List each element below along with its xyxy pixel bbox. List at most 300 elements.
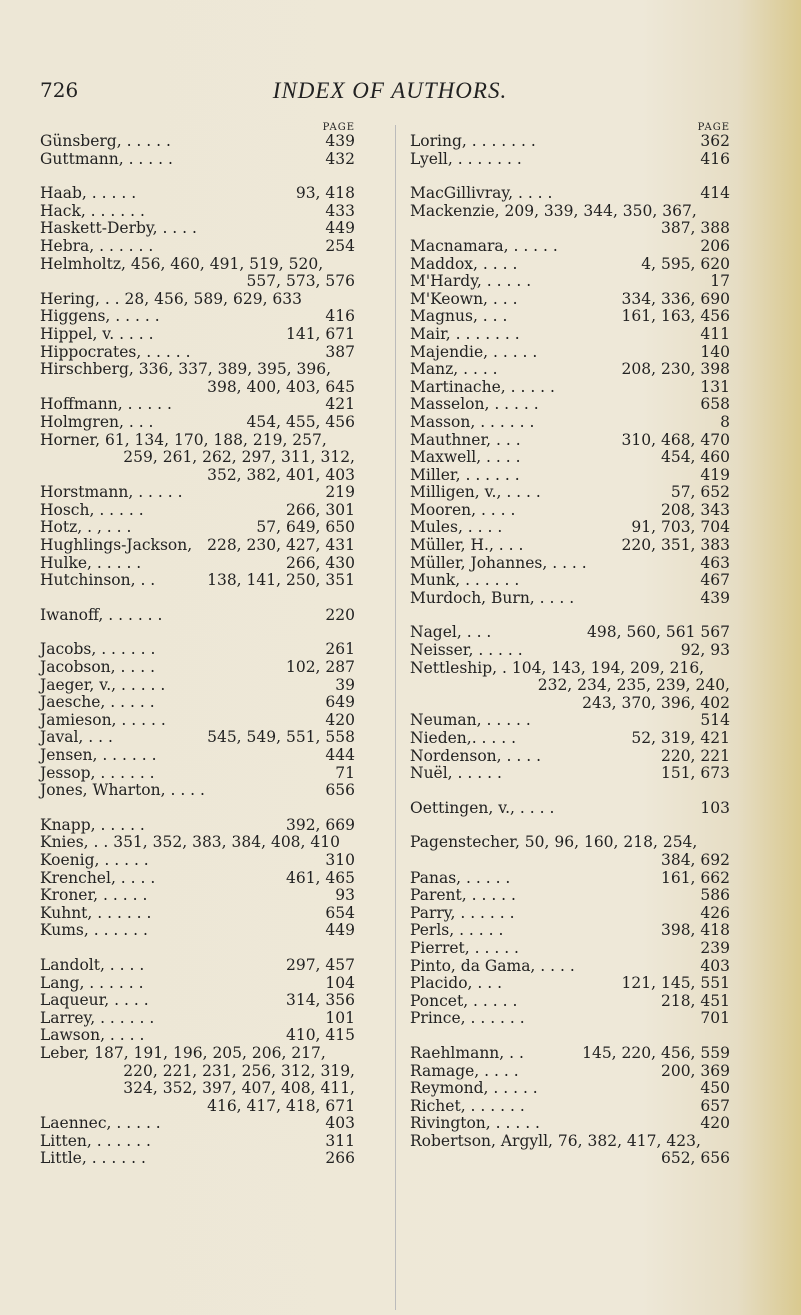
page-references: 208, 230, 398	[621, 360, 730, 379]
author-name: Landolt, . . . .	[40, 955, 145, 974]
index-column-left	[40, 122, 355, 1168]
author-name: Jaesche, . . . . .	[40, 693, 155, 712]
index-entry	[410, 1010, 730, 1028]
page-references: 657	[700, 1096, 730, 1115]
author-name: Oettingen, v., . . . .	[410, 798, 555, 817]
index-entry	[410, 361, 730, 379]
author-name: Horstmann, . . . . .	[40, 483, 183, 502]
index-entry	[40, 203, 355, 221]
author-name: Miller, . . . . . .	[410, 465, 520, 484]
page-references: 103	[700, 798, 730, 817]
index-entry	[410, 502, 730, 520]
index-entry	[410, 185, 730, 203]
group-spacer	[410, 1028, 730, 1045]
page-references: 310	[325, 850, 355, 869]
index-entry	[40, 607, 355, 625]
group-spacer	[40, 800, 355, 817]
author-name: Kuhnt, . . . . . .	[40, 903, 152, 922]
author-name: Günsberg, . . . . .	[40, 132, 171, 150]
index-entry	[40, 834, 355, 852]
page-references: 652, 656	[660, 1149, 730, 1168]
author-name: Munk, . . . . . .	[410, 571, 520, 590]
column-page-label: PAGE	[322, 122, 355, 133]
index-entry	[40, 659, 355, 677]
page-references: 439	[325, 132, 355, 150]
index-entry	[410, 922, 730, 940]
index-entry	[40, 1115, 355, 1133]
index-entry	[40, 396, 355, 414]
page-references: 161, 662	[660, 868, 730, 887]
page-references: 297, 457	[285, 955, 355, 974]
author-name: Mackenzie, 209, 339, 344, 350, 367,	[410, 201, 697, 220]
page-references: 57, 652	[670, 483, 730, 502]
index-entry	[410, 484, 730, 502]
author-name: Hutchinson, . .	[40, 571, 156, 590]
author-name: Prince, . . . . . .	[410, 1009, 525, 1028]
index-entry	[40, 291, 355, 309]
page-references: 420	[325, 710, 355, 729]
index-entry	[410, 414, 730, 432]
index-entry	[410, 256, 730, 274]
page-references: 266	[325, 1149, 355, 1168]
index-entry	[40, 555, 355, 573]
index-entry	[410, 203, 730, 238]
page-references: 17	[710, 272, 730, 291]
author-name: Hebra, . . . . . .	[40, 236, 154, 255]
index-entry	[410, 590, 730, 608]
page-references: 104	[325, 973, 355, 992]
author-name: M'Hardy, . . . . .	[410, 272, 532, 291]
page-references: 71	[335, 763, 355, 782]
index-entry	[410, 870, 730, 888]
author-name: M'Keown, . . .	[410, 289, 518, 308]
page-references: 140	[700, 342, 730, 361]
page-references: 93, 418	[295, 184, 355, 203]
page-references: 449	[325, 921, 355, 940]
author-name: Reymond, . . . . .	[410, 1079, 538, 1098]
author-name: Jacobson, . . . .	[40, 658, 156, 677]
page-references: 658	[700, 395, 730, 414]
page-references: 387	[325, 342, 355, 361]
author-name: Litten, . . . . . .	[40, 1131, 151, 1150]
page-references: 433	[325, 201, 355, 220]
page-references: 310, 468, 470	[621, 430, 730, 449]
page-references: 414	[700, 184, 730, 203]
page-references: 649	[325, 693, 355, 712]
author-name: Müller, Johannes, . . . .	[410, 553, 587, 572]
author-name: Haab, . . . . .	[40, 184, 137, 203]
author-name: Jones, Wharton, . . . .	[40, 781, 205, 800]
page-references: 121, 145, 551	[621, 974, 730, 993]
author-name: Masson, . . . . . .	[410, 412, 535, 431]
author-name: Ramage, . . . .	[410, 1061, 519, 1080]
author-name: Magnus, . . .	[410, 307, 508, 326]
index-entry	[410, 379, 730, 397]
index-entry	[40, 537, 355, 555]
author-name: Poncet, . . . . .	[410, 991, 518, 1010]
author-name: Hering, . . 28, 456, 589, 629, 633	[40, 289, 303, 308]
page-references: 220	[325, 605, 355, 624]
index-entry	[410, 712, 730, 730]
page-header	[40, 78, 740, 108]
page-references: 266, 430	[285, 553, 355, 572]
author-name: Hosch, . . . . .	[40, 500, 144, 519]
index-entry	[40, 361, 355, 396]
author-name: Maxwell, . . . .	[410, 448, 521, 467]
author-name: Lyell, . . . . . . .	[410, 149, 522, 168]
page-references: 91, 703, 704	[631, 518, 730, 537]
author-name: Krenchel, . . . .	[40, 868, 156, 887]
index-entry	[410, 1045, 730, 1063]
author-name: Nagel, . . .	[410, 623, 492, 642]
index-entry	[40, 484, 355, 502]
author-name: Koenig, . . . . .	[40, 850, 149, 869]
author-name: Iwanoff, . . . . . .	[40, 605, 163, 624]
page-references: 416	[700, 149, 730, 168]
index-entry	[40, 677, 355, 695]
author-name: Jaeger, v., . . . . .	[40, 675, 166, 694]
index-entry	[40, 887, 355, 905]
index-entry	[40, 992, 355, 1010]
page-references: 439	[700, 588, 730, 607]
index-entry	[40, 852, 355, 870]
page-references: 362	[700, 132, 730, 150]
index-entry	[40, 922, 355, 940]
author-name: Mair, . . . . . . .	[410, 324, 520, 343]
page-references: 586	[700, 886, 730, 905]
author-name: Neisser, . . . . .	[410, 641, 523, 660]
index-entry	[410, 467, 730, 485]
page-references: 8	[720, 412, 730, 431]
index-entry	[410, 572, 730, 590]
page-references: 654	[325, 903, 355, 922]
author-name: Higgens, . . . . .	[40, 307, 160, 326]
index-entry	[40, 765, 355, 783]
page-references: 266, 301	[285, 500, 355, 519]
page-references: 232, 234, 235, 239, 240, 243, 370, 396, 402	[537, 676, 730, 712]
page-references: 228, 230, 427, 431	[207, 536, 355, 555]
group-spacer	[40, 940, 355, 957]
page-references: 392, 669	[285, 815, 355, 834]
author-name: Little, . . . . . .	[40, 1149, 146, 1168]
index-entry	[40, 817, 355, 835]
page-references: 454, 460	[660, 448, 730, 467]
page-references: 545, 549, 551, 558	[207, 728, 355, 747]
author-name: Kroner, . . . . .	[40, 886, 148, 905]
author-name: Maddox, . . . .	[410, 254, 518, 273]
author-name: Perls, . . . . .	[410, 921, 504, 940]
page-references: 161, 163, 456	[621, 307, 730, 326]
index-entry	[40, 344, 355, 362]
index-entry	[410, 151, 730, 169]
author-name: Jensen, . . . . . .	[40, 746, 157, 764]
page-references: 219	[325, 483, 355, 502]
index-entry	[40, 747, 355, 765]
page-references: 311	[325, 1131, 355, 1150]
index-entry	[410, 730, 730, 748]
index-entry	[410, 1098, 730, 1116]
author-name: Masselon, . . . . .	[410, 395, 539, 414]
group-spacer	[40, 590, 355, 607]
page-references: 420	[700, 1114, 730, 1133]
column-divider	[395, 125, 396, 1310]
index-entry	[410, 624, 730, 642]
author-name: Loring, . . . . . . .	[410, 132, 536, 150]
index-entry	[410, 834, 730, 869]
page-references: 403	[700, 956, 730, 975]
page-references: 261	[325, 640, 355, 659]
author-name: Raehlmann, . .	[410, 1043, 524, 1062]
page-references: 314, 356	[285, 991, 355, 1010]
page-number: 726	[40, 78, 79, 102]
page-references: 557, 573, 576	[246, 272, 355, 291]
author-name: Nieden,. . . . .	[410, 729, 517, 747]
index-entry	[40, 432, 355, 485]
author-name: Hughlings-Jackson,	[40, 536, 193, 555]
index-entry	[40, 712, 355, 730]
index-entry	[40, 975, 355, 993]
index-entry	[40, 729, 355, 747]
index-entry	[410, 940, 730, 958]
page-references: 52, 319, 421	[631, 729, 730, 747]
page-references: 656	[325, 781, 355, 800]
author-name: Hulke, . . . . .	[40, 553, 142, 572]
page-references: 432	[325, 149, 355, 168]
index-entry	[410, 396, 730, 414]
page-references: 259, 261, 262, 297, 311, 312, 352, 382, 401, 403	[123, 448, 355, 484]
page-references: 398, 400, 403, 645	[207, 377, 355, 396]
group-spacer	[410, 168, 730, 185]
author-name: Pierret, . . . . .	[410, 938, 519, 957]
index-entry	[40, 694, 355, 712]
index-entry	[410, 273, 730, 291]
group-spacer	[410, 817, 730, 834]
page-references: 514	[700, 711, 730, 730]
index-entry	[40, 1133, 355, 1151]
page-references: 461, 465	[285, 868, 355, 887]
page-references: 101	[325, 1008, 355, 1027]
page-references: 419	[700, 465, 730, 484]
author-name: Pagenstecher, 50, 96, 160, 218, 254,	[410, 833, 698, 852]
index-entry	[410, 887, 730, 905]
page-references: 467	[700, 571, 730, 590]
index-entry	[410, 308, 730, 326]
index-entry	[40, 1010, 355, 1028]
author-name: Martinache, . . . . .	[410, 377, 555, 396]
running-title: INDEX OF AUTHORS.	[272, 78, 508, 103]
index-entry	[410, 1133, 730, 1168]
author-name: Jessop, . . . . . .	[40, 763, 155, 782]
page-references: 421	[325, 395, 355, 414]
index-entry	[410, 905, 730, 923]
page-references: 220, 221	[660, 746, 730, 765]
page-references: 208, 343	[660, 500, 730, 519]
author-name: Hippocrates, . . . . .	[40, 342, 191, 361]
author-name: Rivington, . . . . .	[410, 1114, 540, 1133]
page-references: 206	[700, 236, 730, 255]
page-references: 57, 649, 650	[256, 518, 355, 537]
page-references: 138, 141, 250, 351	[207, 571, 355, 590]
group-spacer	[410, 783, 730, 800]
author-name: Milligen, v., . . . .	[410, 483, 541, 502]
page-references: 4, 595, 620	[641, 254, 730, 273]
index-entry	[410, 765, 730, 783]
author-name: Neuman, . . . . .	[410, 711, 531, 730]
index-entry	[410, 291, 730, 309]
author-name: Majendie, . . . . .	[410, 342, 538, 361]
index-entry	[410, 993, 730, 1011]
index-entry	[40, 782, 355, 800]
page-references: 463	[700, 553, 730, 572]
index-entry	[410, 660, 730, 713]
author-name: Hoffmann, . . . . .	[40, 395, 172, 414]
author-name: Hippel, v. . . . .	[40, 324, 154, 343]
author-name: Leber, 187, 191, 196, 205, 206, 217,	[40, 1043, 326, 1062]
index-entry	[410, 1080, 730, 1098]
author-name: Holmgren, . . .	[40, 412, 154, 431]
page-references: 449	[325, 219, 355, 238]
page-references: 254	[325, 236, 355, 255]
page-references: 411	[700, 324, 730, 343]
index-entry	[40, 905, 355, 923]
author-name: Larrey, . . . . . .	[40, 1008, 155, 1027]
index-entry	[410, 238, 730, 256]
index-entry	[40, 1045, 355, 1115]
page-references: 398, 418	[660, 921, 730, 940]
page-references: 426	[700, 903, 730, 922]
index-entry	[410, 432, 730, 450]
author-name: Jamieson, . . . . .	[40, 710, 166, 729]
author-name: Panas, . . . . .	[410, 868, 511, 887]
author-name: Mooren, . . . .	[410, 500, 516, 519]
author-name: Nettleship, . 104, 143, 194, 209, 216,	[410, 658, 705, 677]
author-name: Hack, . . . . . .	[40, 201, 145, 220]
index-entry	[410, 1063, 730, 1081]
index-entry	[410, 449, 730, 467]
page-references: 450	[700, 1079, 730, 1098]
page-references: 131	[700, 377, 730, 396]
author-name: Richet, . . . . . .	[410, 1096, 525, 1115]
author-name: Nordenson, . . . .	[410, 746, 541, 765]
page-references: 102, 287	[285, 658, 355, 677]
page-references: 93	[335, 886, 355, 905]
index-column-right	[410, 122, 730, 1168]
author-name: MacGillivray, . . . .	[410, 184, 553, 203]
author-name: Hotz, . , . . .	[40, 518, 132, 537]
page-references: 334, 336, 690	[621, 289, 730, 308]
author-name: Lang, . . . . . .	[40, 973, 144, 992]
author-name: Kums, . . . . . .	[40, 921, 148, 940]
index-entry	[40, 151, 355, 169]
column-page-label: PAGE	[697, 122, 730, 133]
index-entry	[410, 555, 730, 573]
page-references: 220, 351, 383	[621, 536, 730, 555]
index-entry	[40, 220, 355, 238]
author-name: Mules, . . . .	[410, 518, 503, 537]
author-name: Laqueur, . . . .	[40, 991, 149, 1010]
index-entry	[40, 502, 355, 520]
page-references: 239	[700, 938, 730, 957]
index-entry	[40, 572, 355, 590]
index-entry	[40, 519, 355, 537]
page-references: 403	[325, 1114, 355, 1133]
index-entry	[40, 1027, 355, 1045]
author-name: Robertson, Argyll, 76, 382, 417, 423,	[410, 1131, 701, 1150]
index-entry	[40, 414, 355, 432]
author-name: Guttmann, . . . . .	[40, 149, 173, 168]
author-name: Placido, . . .	[410, 974, 503, 993]
index-entry	[410, 133, 730, 151]
page-references: 384, 692	[660, 850, 730, 869]
author-name: Haskett-Derby, . . . .	[40, 219, 197, 238]
author-name: Parry, . . . . . .	[410, 903, 515, 922]
author-name: Horner, 61, 134, 170, 188, 219, 257,	[40, 430, 327, 449]
group-spacer	[410, 607, 730, 624]
author-name: Pinto, da Gama, . . . .	[410, 956, 575, 975]
page-references: 410, 415	[285, 1026, 355, 1045]
index-entry	[410, 748, 730, 766]
index-entry	[40, 870, 355, 888]
group-spacer	[40, 168, 355, 185]
page-references: 416	[325, 307, 355, 326]
author-name: Mauthner, . . .	[410, 430, 521, 449]
group-spacer	[40, 624, 355, 641]
index-entry	[40, 256, 355, 291]
author-name: Knapp, . . . . .	[40, 815, 145, 834]
author-name: Parent, . . . . .	[410, 886, 516, 905]
index-entry	[410, 537, 730, 555]
index-entry	[410, 344, 730, 362]
author-name: Manz, . . . .	[410, 360, 498, 379]
author-name: Helmholtz, 456, 460, 491, 519, 520,	[40, 254, 324, 273]
index-entry	[40, 1150, 355, 1168]
page-references: 701	[700, 1009, 730, 1028]
author-name: Javal, . . .	[40, 728, 113, 747]
page-references: 444	[325, 746, 355, 764]
author-name: Hirschberg, 336, 337, 389, 395, 396,	[40, 360, 332, 379]
page-references: 39	[335, 675, 355, 694]
index-entry	[40, 957, 355, 975]
author-name: Murdoch, Burn, . . . .	[410, 588, 575, 607]
page-references: 145, 220, 456, 559	[582, 1043, 730, 1062]
author-name: Laennec, . . . . .	[40, 1114, 161, 1133]
page-references: 200, 369	[660, 1061, 730, 1080]
page-references: 498, 560, 561 567	[587, 623, 730, 642]
author-name: Knies, . . 351, 352, 383, 384, 408, 410	[40, 833, 340, 852]
page-references: 387, 388	[660, 219, 730, 238]
page-references: 220, 221, 231, 256, 312, 319, 324, 352, 397, 407, 408, 411, 416, 417, 418, 671	[123, 1061, 355, 1115]
index-entry	[410, 1115, 730, 1133]
index-entry	[410, 800, 730, 818]
index-entry	[40, 641, 355, 659]
index-entry	[40, 133, 355, 151]
author-name: Jacobs, . . . . . .	[40, 640, 156, 659]
index-entry	[410, 519, 730, 537]
author-name: Lawson, . . . .	[40, 1026, 145, 1045]
page-references: 218, 451	[660, 991, 730, 1010]
page-references: 151, 673	[660, 764, 730, 783]
index-entry	[410, 642, 730, 660]
index-entry	[40, 238, 355, 256]
author-name: Nuël, . . . . .	[410, 764, 502, 783]
index-entry	[410, 958, 730, 976]
page-references: 141, 671	[285, 324, 355, 343]
index-entry	[410, 975, 730, 993]
author-name: Macnamara, . . . . .	[410, 236, 558, 255]
index-entry	[40, 308, 355, 326]
index-entry	[40, 326, 355, 344]
index-entry	[410, 326, 730, 344]
